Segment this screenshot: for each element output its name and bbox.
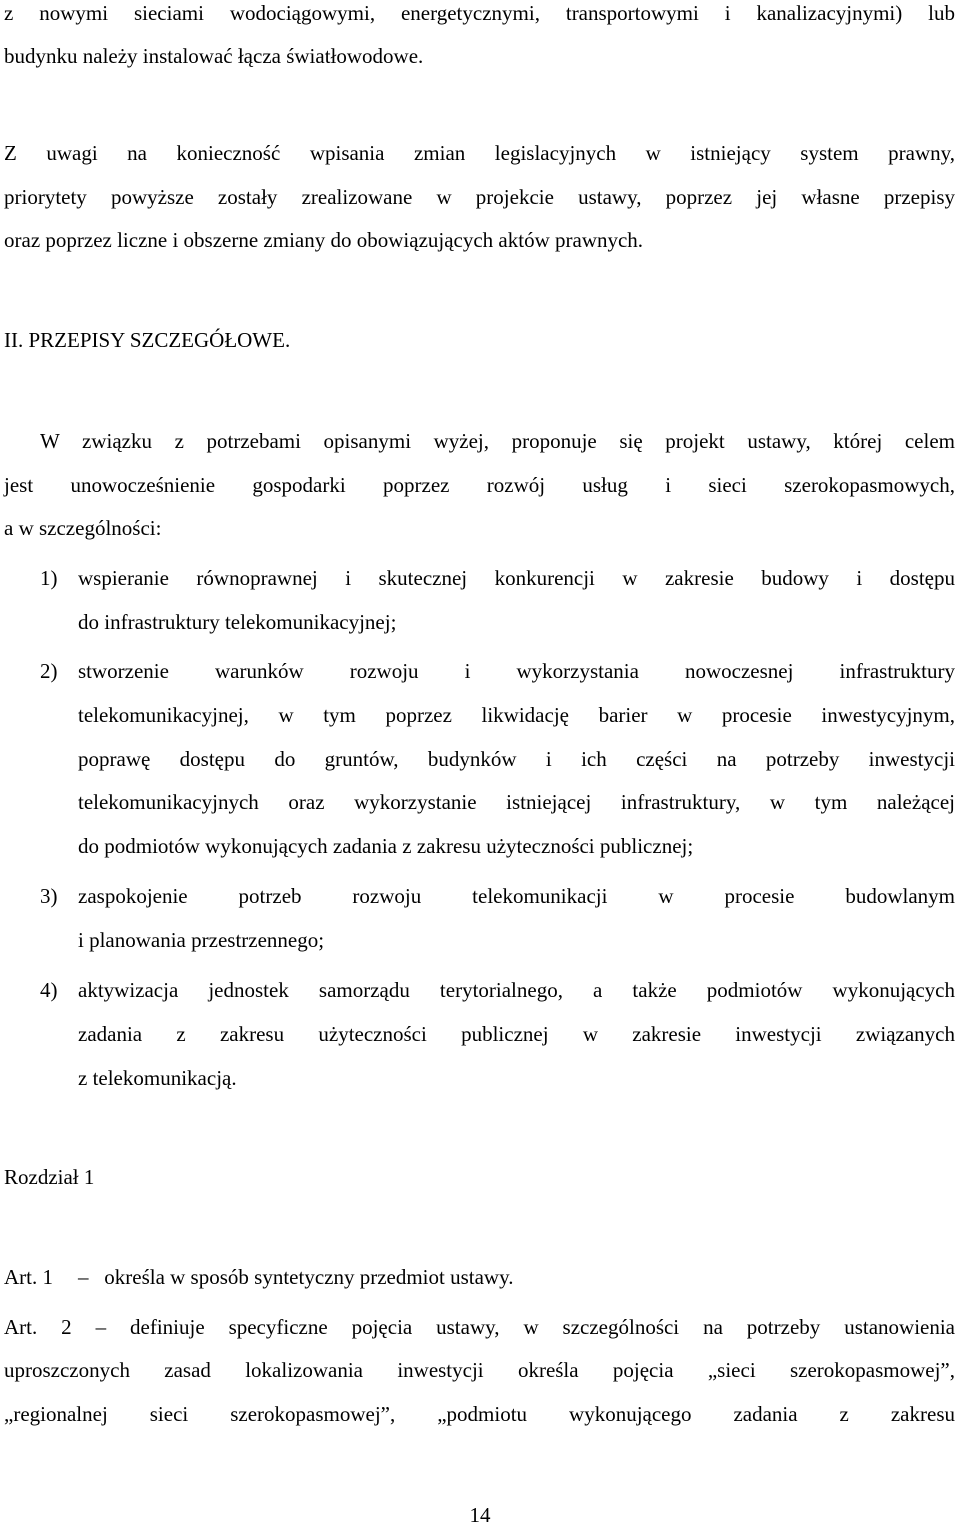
list-item-2-line-2: telekomunikacyjnej, w tym poprzez likwidację barier w procesie inwestycyjnym, — [78, 703, 955, 727]
art1-text: – określa w sposób syntetyczny przedmiot ustawy. — [78, 1265, 514, 1289]
para1-line-3: oraz poprzez liczne i obszerne zmiany do obowiązujących aktów prawnych. — [4, 228, 644, 252]
list-item-4-line-1: aktywizacja jednostek samorządu terytorialnego, a także podmiotów wykonujących — [78, 978, 955, 1002]
section-heading: II. PRZEPISY SZCZEGÓŁOWE. — [4, 328, 291, 352]
list-item-1-line-1: wspieranie równoprawnej i skutecznej konkurencji w zakresie budowy i dostępu — [78, 566, 955, 590]
chapter-heading: Rozdział 1 — [4, 1165, 95, 1189]
list-item-4-line-3: z telekomunikacją. — [78, 1066, 237, 1090]
art2-line-3: „regionalnej sieci szerokopasmowej”, „podmiotu wykonującego zadania z zakresu — [4, 1402, 955, 1426]
intro-line-2: budynku należy instalować łącza światłowodowe. — [4, 44, 424, 68]
list-item-2-line-3: poprawę dostępu do gruntów, budynków i ich części na potrzeby inwestycji — [78, 747, 955, 771]
art2-line-2: uproszczonych zasad lokalizowania inwestycji określa pojęcia „sieci szerokopasmowej”, — [4, 1358, 955, 1382]
list-number-1: 1) — [40, 566, 58, 590]
page-number: 14 — [469, 1503, 491, 1527]
para2-line-2: jest unowocześnienie gospodarki poprzez rozwój usług i sieci szerokopasmowych, — [4, 473, 955, 497]
list-item-2-line-5: do podmiotów wykonujących zadania z zakresu użyteczności publicznej; — [78, 834, 694, 858]
para1-line-2: priorytety powyższe zostały zrealizowane w projekcie ustawy, poprzez jej własne przepisy — [4, 185, 955, 209]
art2-line-1: Art. 2 – definiuje specyficzne pojęcia ustawy, w szczególności na potrzeby ustanowienia — [4, 1315, 955, 1339]
list-item-3-line-2: i planowania przestrzennego; — [78, 928, 325, 952]
list-number-2: 2) — [40, 659, 58, 683]
intro-line-1: z nowymi sieciami wodociągowymi, energetycznymi, transportowymi i kanalizacyjnymi) lub — [4, 1, 955, 25]
para2-line-3: a w szczególności: — [4, 516, 162, 540]
list-number-4: 4) — [40, 978, 58, 1002]
list-item-2-line-1: stworzenie warunków rozwoju i wykorzystania nowoczesnej infrastruktury — [78, 659, 955, 683]
list-item-2-line-4: telekomunikacyjnych oraz wykorzystanie istniejącej infrastruktury, w tym należącej — [78, 790, 955, 814]
art1-label: Art. 1 — [4, 1265, 53, 1289]
list-number-3: 3) — [40, 884, 58, 908]
para1-line-1: Z uwagi na konieczność wpisania zmian legislacyjnych w istniejący system prawny, — [4, 141, 955, 165]
list-item-1-line-2: do infrastruktury telekomunikacyjnej; — [78, 610, 397, 634]
para2-line-1: W związku z potrzebami opisanymi wyżej, proponuje się projekt ustawy, której celem — [40, 429, 955, 453]
list-item-4-line-2: zadania z zakresu użyteczności publicznej w zakresie inwestycji związanych — [78, 1022, 955, 1046]
list-item-3-line-1: zaspokojenie potrzeb rozwoju telekomunikacji w procesie budowlanym — [78, 884, 955, 908]
